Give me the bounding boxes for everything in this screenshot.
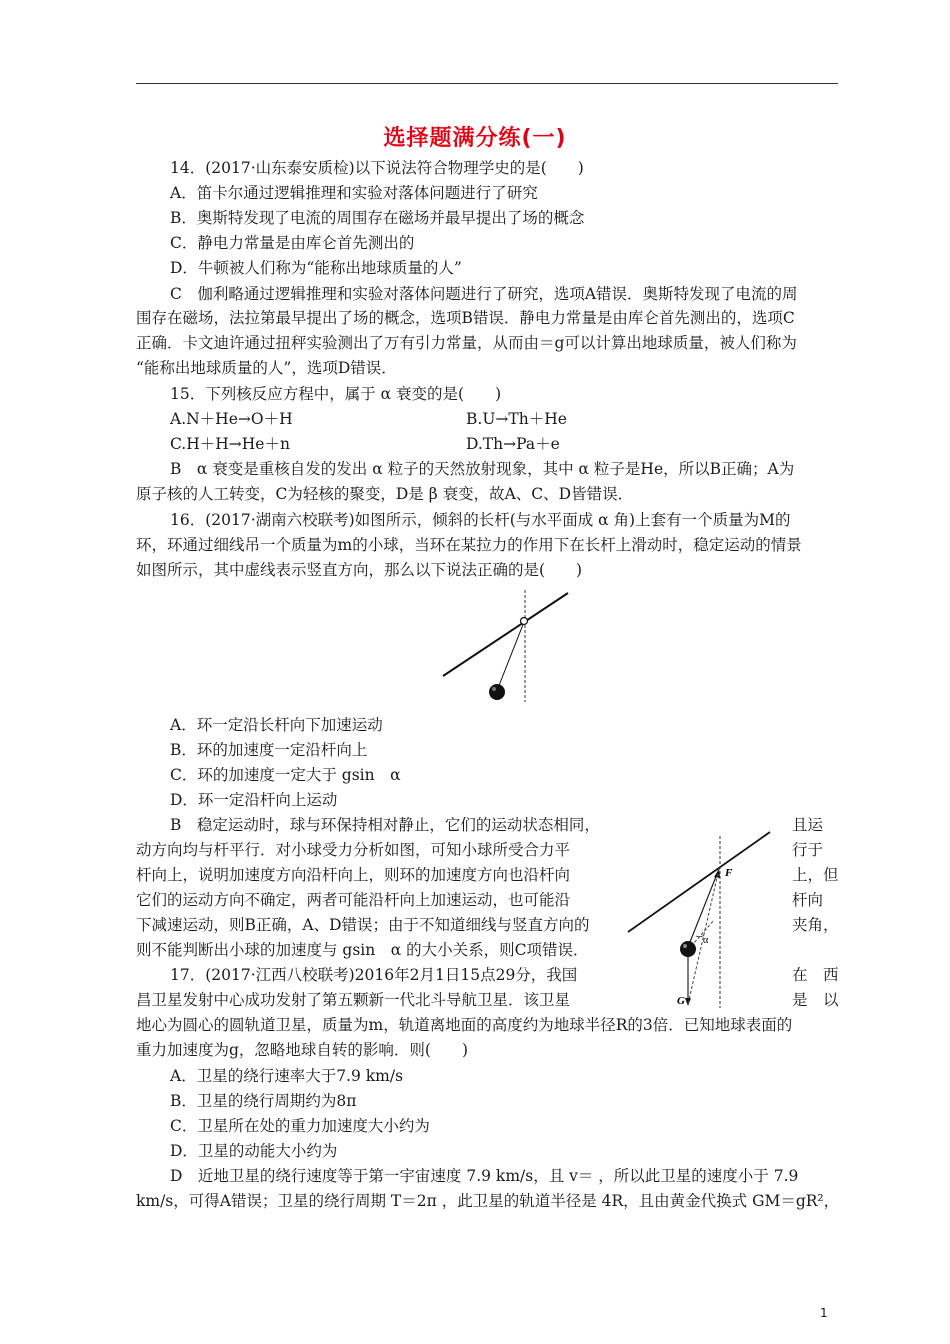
q14-option-b: B．奥斯特发现了电流的周围存在磁场并最早提出了场的概念 xyxy=(170,209,585,227)
q15-option-a: A.N＋He→O＋H xyxy=(170,410,293,428)
q16-answer-right-segment: 夹角， xyxy=(792,916,839,934)
force-label-g: G xyxy=(677,995,685,1007)
q16-answer-right-segment: 行于 xyxy=(792,841,824,859)
force-diagram xyxy=(622,826,782,1012)
q15-option-d: D.Th→Pa＋e xyxy=(466,435,560,453)
q16-answer-line: 杆向上，说明加速度方向沿杆向上，则环的加速度方向也沿杆向 xyxy=(136,866,571,884)
q15-answer-line: 原子核的人工转变，C为轻核的聚变，D是 β 衰变，故A、C、D皆错误． xyxy=(136,485,634,503)
ball-highlight xyxy=(683,944,687,948)
page-number: 1 xyxy=(820,1306,828,1320)
q14-stem: 14．(2017·山东泰安质检)以下说法符合物理学史的是( ) xyxy=(170,159,584,177)
q17-answer-line: km/s，可得A错误；卫星的绕行周期 T＝2π ，此卫星的轨道半径是 4R，且由黄金代换式 GM＝gR²， xyxy=(136,1192,840,1210)
q16-answer-line: B 稳定运动时，球与环保持相对静止，它们的运动状态相同， xyxy=(170,816,600,834)
q17-stem-right-segment: 在 西 xyxy=(792,966,839,984)
q15-answer-line: B α 衰变是重核自发的发出 α 粒子的天然放射现象，其中 α 粒子是He，所以B正确；A为 xyxy=(170,460,795,478)
q17-answer-line: D 近地卫星的绕行速度等于第一宇宙速度 7.9 km/s，且 v＝ ，所以此卫星的速度小于 7.9 xyxy=(170,1167,799,1185)
ball xyxy=(489,684,505,700)
q16-answer-right-segment: 杆向 xyxy=(792,891,824,909)
q14-answer-line: 正确．卡文迪许通过扭秤实验测出了万有引力常量，从而由＝g可以计算出地球质量，被人们称为 xyxy=(136,334,797,352)
q15-stem: 15．下列核反应方程中，属于 α 衰变的是( ) xyxy=(170,385,502,403)
q16-answer-right-segment: 上，但 xyxy=(792,866,839,884)
q17-stem-line: 17．(2017·江西八校联考)2016年2月1日15点29分，我国 xyxy=(170,966,578,984)
q14-option-c: C．静电力常量是由库仑首先测出的 xyxy=(170,234,415,252)
q17-stem-line: 昌卫星发射中心成功发射了第五颗新一代北斗导航卫星．该卫星 xyxy=(136,991,571,1009)
q16-figure-rod-ring-ball xyxy=(436,588,576,706)
q16-answer-line: 它们的运动方向不确定，两者可能沿杆向上加速运动，也可能沿 xyxy=(136,891,571,909)
header-rule xyxy=(136,83,838,84)
q15-option-b: B.U→Th＋He xyxy=(466,410,567,428)
q17-option-b: B．卫星的绕行周期约为8π xyxy=(170,1092,357,1110)
q17-option-c: C．卫星所在处的重力加速度大小约为 xyxy=(170,1117,430,1135)
q16-option-b: B．环的加速度一定沿杆向上 xyxy=(170,741,368,759)
q16-answer-line: 下减速运动，则B正确，A、D错误；由于不知道细线与竖直方向的 xyxy=(136,916,590,934)
q16-option-d: D．环一定沿杆向上运动 xyxy=(170,791,338,809)
q17-option-a: A．卫星的绕行速率大于7.9 km/s xyxy=(170,1067,404,1085)
q14-answer-line: “能称出地球质量的人”，选项D错误． xyxy=(136,359,397,377)
q17-stem-right-segment: 是 以 xyxy=(792,991,839,1009)
q14-answer-line: C 伽利略通过逻辑推理和实验对落体问题进行了研究，选项A错误．奥斯特发现了电流的周 xyxy=(170,285,798,303)
q16-stem-line: 16．(2017·湖南六校联考)如图所示，倾斜的长杆(与水平面成 α 角)上套有一个质量为M的 xyxy=(170,511,791,529)
q16-answer-line: 则不能判断出小球的加速度与 gsin α 的大小关系，则C项错误． xyxy=(136,941,589,959)
ball xyxy=(680,941,696,957)
inclined-rod xyxy=(628,832,770,932)
angle-label: α xyxy=(703,935,709,946)
q14-answer-line: 围存在磁场，法拉第最早提出了场的概念，选项B错误．静电力常量是由库仑首先测出的，选项C xyxy=(136,309,795,327)
q14-option-a: A．笛卡尔通过逻辑推理和实验对落体问题进行了研究 xyxy=(170,184,538,202)
q16-answer-line: 动方向均与杆平行．对小球受力分析如图，可知小球所受合力平 xyxy=(136,841,571,859)
q16-option-a: A．环一定沿长杆向下加速运动 xyxy=(170,716,383,734)
q17-stem-line: 地心为圆心的圆轨道卫星，质量为m，轨道离地面的高度约为地球半径R的3倍．已知地球表面的 xyxy=(136,1016,793,1034)
page-title: 选择题满分练(一) xyxy=(383,126,567,151)
q14-option-d: D．牛顿被人们称为“能称出地球质量的人” xyxy=(170,259,462,277)
force-label-f: F xyxy=(725,867,733,879)
q16-answer-right-segment: 且运 xyxy=(792,816,824,834)
ball-highlight xyxy=(492,687,496,691)
q17-stem-line: 重力加速度为g，忽略地球自转的影响．则( ) xyxy=(136,1041,469,1059)
ring xyxy=(521,618,528,625)
inclined-rod xyxy=(443,593,568,676)
q16-stem-line: 如图所示，其中虚线表示竖直方向，那么以下说法正确的是( ) xyxy=(136,561,583,579)
q15-option-c: C.H＋H→He＋n xyxy=(170,435,290,453)
q16-stem-line: 环，环通过细线吊一个质量为m的小球，当环在某拉力的作用下在长杆上滑动时，稳定运动的情景 xyxy=(136,536,802,554)
q17-option-d: D．卫星的动能大小约为 xyxy=(170,1142,338,1160)
q16-option-c: C．环的加速度一定大于 gsin α xyxy=(170,766,401,784)
